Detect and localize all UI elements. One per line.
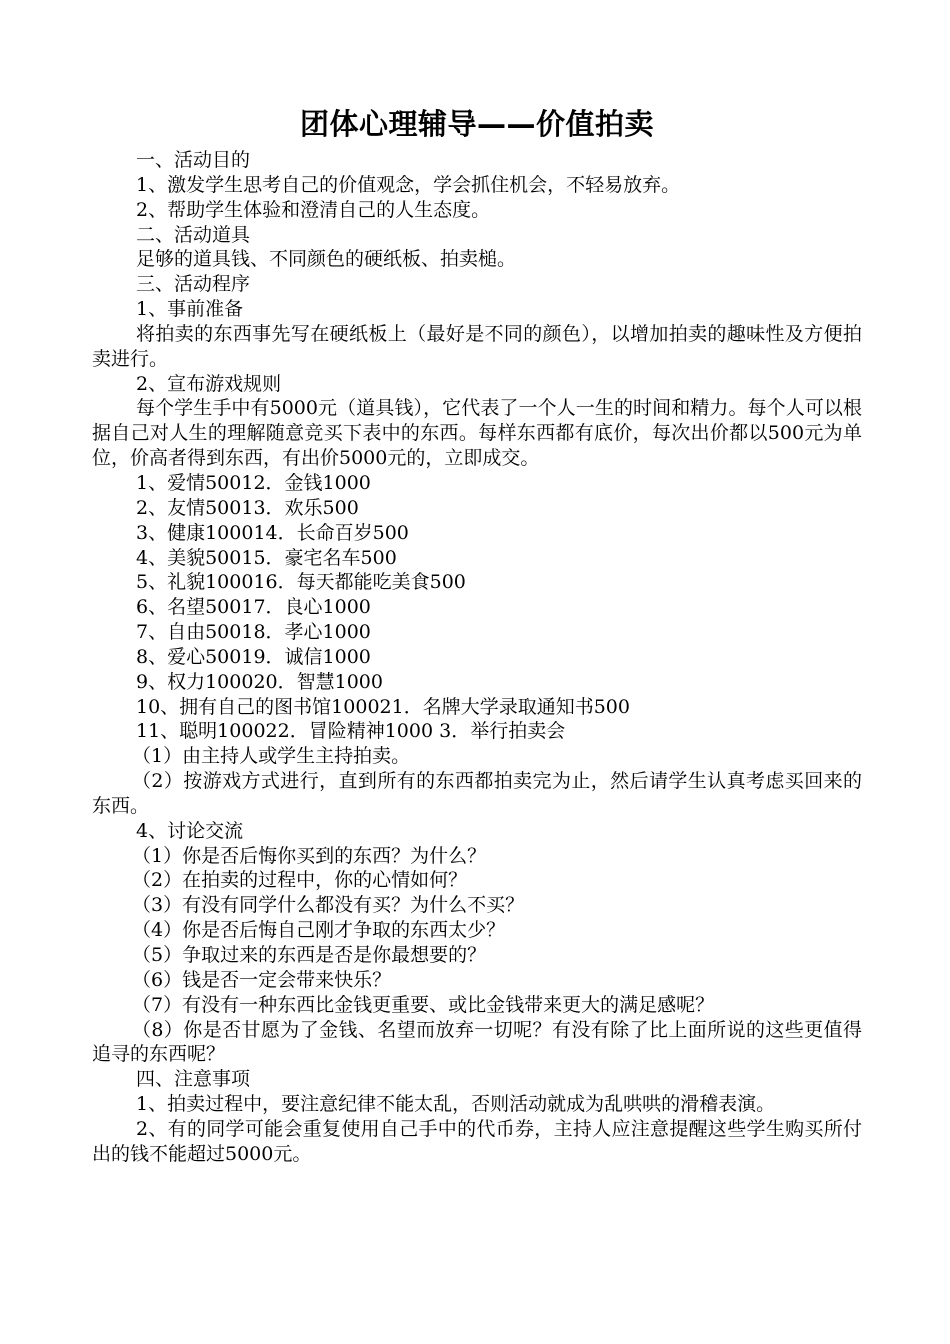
paragraph: 1、拍卖过程中，要注意纪律不能太乱，否则活动就成为乱哄哄的滑稽表演。 bbox=[136, 1093, 776, 1116]
paragraph: （2）按游戏方式进行，直到所有的东西都拍卖完为止，然后请学生认真考虑买回来的东西。 bbox=[92, 770, 862, 817]
list-item: 8、爱心50019．诚信1000 bbox=[136, 645, 371, 668]
section-heading-notes: 四、注意事项 bbox=[136, 1068, 251, 1091]
list-item: 7、自由50018．孝心1000 bbox=[136, 621, 371, 644]
list-item: （3）有没有同学什么都没有买？为什么不买？ bbox=[132, 894, 525, 917]
list-item: 4、美貌50015．豪宅名车500 bbox=[136, 546, 397, 569]
section-heading-purpose: 一、活动目的 bbox=[136, 149, 251, 171]
subheading: 2、宣布游戏规则 bbox=[136, 372, 282, 395]
list-item: （1）你是否后悔你买到的东西？为什么？ bbox=[132, 844, 487, 867]
paragraph: 1、激发学生思考自己的价值观念，学会抓住机会，不轻易放弃。 bbox=[136, 173, 681, 196]
list-item: （7）有没有一种东西比金钱更重要、或比金钱带来更大的满足感呢？ bbox=[132, 993, 715, 1016]
list-item: 3、健康100014．长命百岁500 bbox=[136, 521, 409, 544]
list-item: 9、权力100020．智慧1000 bbox=[136, 670, 383, 693]
list-item: 5、礼貌100016．每天都能吃美食500 bbox=[136, 571, 466, 594]
list-item: （1）由主持人或学生主持拍卖。 bbox=[132, 745, 411, 768]
list-item: 10、拥有自己的图书馆100021．名牌大学录取通知书500 bbox=[136, 695, 630, 718]
document-page bbox=[92, 100, 862, 1167]
section-heading-props: 二、活动道具 bbox=[136, 223, 251, 246]
paragraph: 2、帮助学生体验和澄清自己的人生态度。 bbox=[136, 198, 491, 221]
paragraph: 将拍卖的东西事先写在硬纸板上（最好是不同的颜色），以增加拍卖的趣味性及方便拍卖进行。 bbox=[92, 322, 862, 370]
subheading: 4、讨论交流 bbox=[136, 819, 244, 842]
document-body bbox=[92, 148, 862, 1167]
paragraph: 每个学生手中有5000元（道具钱），它代表了一个人一生的时间和精力。每个人可以根据自己对人生的理解随意竞买下表中的东西。每样东西都有底价，每次出价都以500元为单位，价高者得到东西，有出价5000元的，立即成交。 bbox=[92, 397, 862, 470]
paragraph: （8）你是否甘愿为了金钱、名望而放弃一切呢？有没有除了比上面所说的这些更值得追寻的东西呢？ bbox=[92, 1018, 862, 1066]
document-title: 团体心理辅导——价值拍卖 bbox=[299, 107, 654, 141]
section-heading-procedure: 三、活动程序 bbox=[136, 273, 251, 296]
list-item: 6、名望50017．良心1000 bbox=[136, 596, 371, 619]
paragraph: 足够的道具钱、不同颜色的硬纸板、拍卖槌。 bbox=[136, 248, 517, 271]
list-item: 2、友情50013．欢乐500 bbox=[136, 496, 359, 519]
list-item: （4）你是否后悔自己刚才争取的东西太少？ bbox=[132, 919, 506, 942]
list-item: 1、爱情50012．金钱1000 bbox=[136, 471, 371, 494]
list-item: （5）争取过来的东西是否是你最想要的？ bbox=[132, 944, 487, 966]
subheading: 1、事前准备 bbox=[136, 298, 244, 321]
paragraph: 2、有的同学可能会重复使用自己手中的代币券，主持人应注意提醒这些学生购买所付出的钱不能超过5000元。 bbox=[92, 1117, 862, 1165]
list-item: （6）钱是否一定会带来快乐？ bbox=[132, 968, 392, 991]
list-item: 11、聪明100022．冒险精神1000 3．举行拍卖会 bbox=[136, 720, 566, 743]
list-item: （2）在拍卖的过程中，你的心情如何？ bbox=[132, 869, 468, 892]
